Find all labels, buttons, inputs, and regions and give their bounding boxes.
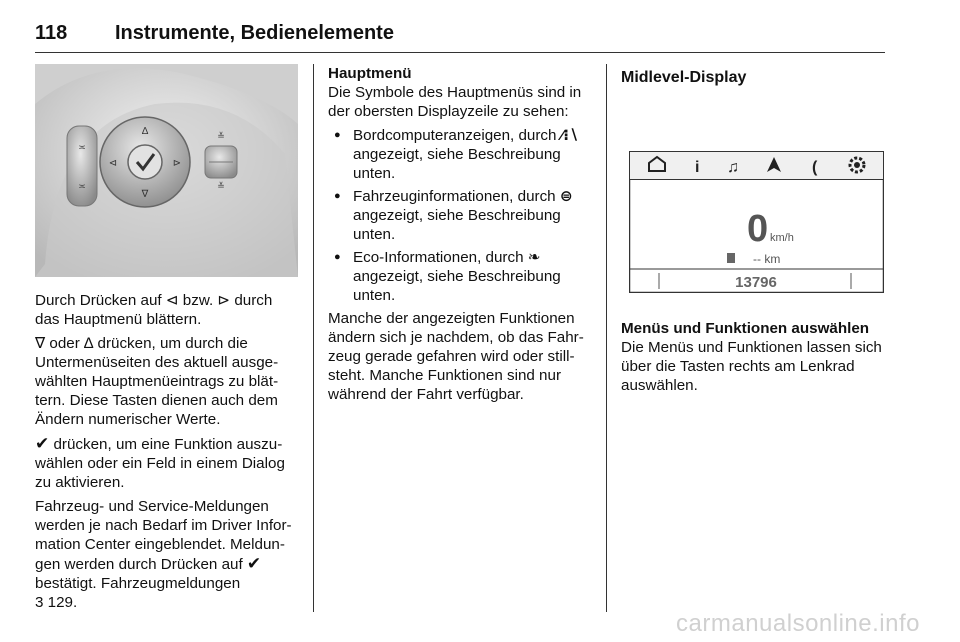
svg-text:≚: ≚ [217,131,225,141]
main-menu-intro: Die Symbole des Hauptmenüs sind in der obersten Displayzeile zu sehen: [328,84,582,120]
svg-text:⊲: ⊲ [108,158,118,169]
odometer-value: 13796 [735,274,777,291]
header-divider [35,52,885,53]
page-header [35,22,885,52]
paragraph-select: ✔ drücken, um eine Funktion auszuwählen oder ein Feld in einem Dialog zu aktivieren. [35,434,285,491]
phone-icon [812,159,818,176]
list-item: ● Eco-Informationen, durch ❧ angezeigt, siehe Beschreibung unten. [328,248,594,305]
column-middle [328,64,594,409]
svg-text:⊳: ⊳ [172,158,182,169]
paragraph-scroll: Durch Drücken auf ⊲ bzw. ⊳ durch das Hauptmenü blättern. [35,292,273,328]
main-menu-list [328,126,594,305]
vehicle-info-icon: ⊜ [559,188,573,205]
svg-text:∆: ∆ [141,126,149,137]
svg-text:♫: ♫ [727,159,739,176]
check-icon: ✔ [246,554,262,573]
fuel-icon [727,253,735,263]
svg-text:(: ( [812,159,818,176]
main-menu-heading: Hauptmenü [328,65,412,82]
column-divider-2 [606,64,607,612]
eco-leaf-icon: ❧ [527,249,541,266]
range-value: -- km [753,252,781,266]
svg-text:≍: ≍ [78,142,86,152]
column-left [35,64,300,617]
music-icon [727,159,739,176]
paragraph-functions: Manche der angezeigten Funktionen ändern sich je nachdem, ob das Fahrzeug gerade gefahren wird oder stillsteht. Manche Funktionen sind nur während der Fahrt verfügbar. [328,310,584,403]
midlevel-display-image [629,151,884,293]
page-number: 118 [35,22,68,44]
svg-text:∇: ∇ [141,189,149,200]
svg-text:≍: ≍ [78,181,86,191]
speed-unit: km/h [770,232,794,244]
column-right [621,64,886,400]
info-icon [695,159,699,176]
paragraph-messages: Fahrzeug- und Service-Meldungen werden je nach Bedarf im Driver Information Center eingeblendet. Meldungen werden durch Drücken auf ✔ bestätigt. Fahrzeugmeldungen 3 129. [35,498,292,611]
list-item: ● Bordcomputeranzeigen, durch ⁄⁝∖ angezeigt, siehe Beschreibung unten. [328,126,594,183]
trip-computer-icon: ⁄⁝∖ [560,127,580,144]
watermark: carmanualsonline.info [676,610,920,637]
midlevel-display-heading: Midlevel-Display [621,69,747,86]
check-icon: ✔ [35,434,50,453]
page-reference-link[interactable]: 3 129. [35,594,78,611]
select-menus-heading: Menüs und Funktionen auswählen [621,320,870,337]
paragraph-submenu: ∇ oder ∆ drücken, um durch die Untermenüseiten des aktuell ausgewählten Hauptmenüeintrags zu blättern. Diese Tasten dienen auch dem Ändern numerischer Werte. [35,335,279,428]
paragraph-select-menus: Die Menüs und Funktionen lassen sich über die Tasten rechts am Lenkrad auswählen. [621,339,882,394]
list-item: ● Fahrzeuginformationen, durch ⊜ angezeigt, siehe Beschreibung unten. [328,187,594,244]
speed-value: 0 [747,208,769,250]
page-title: Instrumente, Bedienelemente [115,22,394,44]
svg-text:≚: ≚ [217,181,225,191]
steering-wheel-controls-image [35,64,298,277]
column-divider-1 [313,64,314,612]
svg-text:i: i [695,159,700,176]
